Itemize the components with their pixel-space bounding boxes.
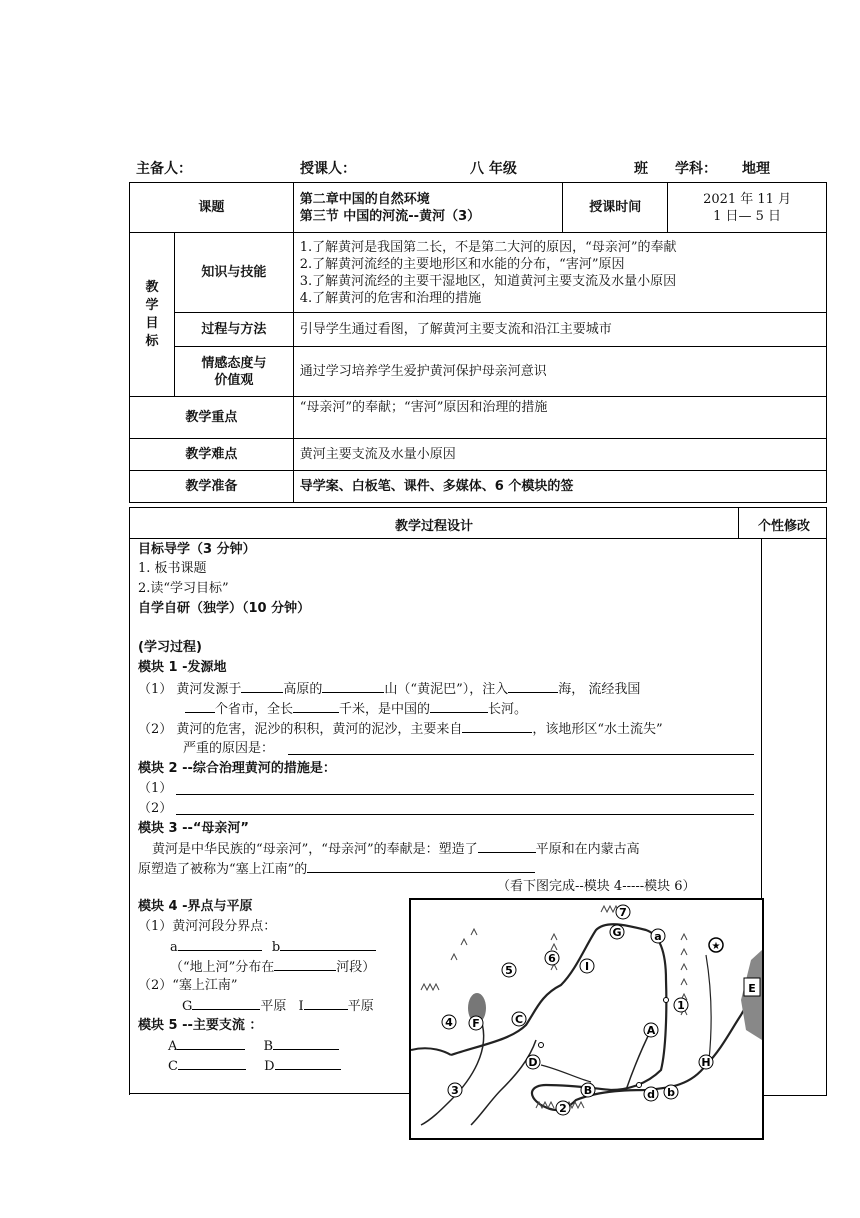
self-study: 自学自研（独学）（10 分钟） (138, 601, 311, 616)
module-4-q2: （2）“塞上江南” (138, 978, 238, 993)
blank[interactable] (273, 1037, 339, 1050)
blank[interactable] (430, 700, 488, 713)
module-4-river: （“地上河”分布在 河段） (170, 960, 376, 975)
blank[interactable] (322, 680, 384, 693)
emotion-cell: 通过学习培养学生爱护黄河保护母亲河意识 (293, 347, 826, 397)
process-cell: 引导学生通过看图，了解黄河主要支流和沿江主要城市 (293, 313, 826, 347)
goals-label: 教 学 目 标 (130, 233, 175, 397)
preparer-label: 主备人： (136, 161, 192, 177)
see-map-note: （看下图完成--模块 4-----模块 6） (497, 879, 696, 894)
answer-line[interactable] (288, 754, 754, 755)
map-svg (411, 900, 762, 1138)
module-2-item2: （2） (138, 801, 173, 816)
blank[interactable] (177, 1037, 245, 1050)
module-3-line1: 黄河是中华民族的“母亲河”，“母亲河”的奉献是：塑造了 平原和在内蒙古高 (152, 842, 640, 857)
label-3 (448, 1083, 462, 1097)
module-1-q2: （2） 黄河的危害，泥沙的积积，黄河的泥沙，主要来自 ，该地形区“水土流失” (138, 722, 663, 737)
module-4-plains: G 平原 I 平原 (182, 999, 374, 1014)
emotion-label: 情感态度与 价值观 (174, 347, 293, 397)
blank[interactable] (241, 680, 283, 693)
blank[interactable] (307, 860, 535, 873)
tributary (421, 1020, 484, 1125)
difficult-label: 教学难点 (130, 439, 294, 471)
tributary (411, 1048, 451, 1055)
blank[interactable] (478, 840, 536, 853)
label-b-upper (581, 1083, 595, 1097)
city-dots (539, 998, 669, 1088)
answer-line[interactable] (176, 814, 754, 815)
label-6 (545, 951, 559, 965)
label-5 (502, 963, 516, 977)
label-f (469, 1016, 483, 1030)
label-1 (674, 998, 688, 1012)
difficult-cell: 黄河主要支流及水量小原因 (293, 439, 826, 471)
learning-process: (学习过程) (138, 640, 202, 655)
blank[interactable] (274, 958, 336, 971)
label-7 (616, 905, 630, 919)
key-label: 教学重点 (130, 397, 294, 439)
label-g (610, 925, 624, 939)
module-1-title: 模块 1 -发源地 (138, 660, 227, 675)
tributary (541, 1065, 591, 1082)
module-4-ab: a b (170, 938, 376, 957)
svg-text:2: 2 (559, 1102, 567, 1115)
label-e (744, 978, 760, 996)
svg-text:1: 1 (677, 999, 685, 1012)
blank[interactable] (508, 680, 558, 693)
svg-text:a: a (654, 930, 662, 943)
goal-guide: 目标导学（3 分钟） (138, 542, 256, 557)
subject-label: 学科： (675, 161, 717, 177)
svg-text:F: F (472, 1017, 480, 1030)
svg-text:H: H (701, 1056, 711, 1069)
module-5-ab: A B (168, 1037, 339, 1056)
time-label: 授课时间 (563, 183, 668, 233)
knowledge-label: 知识与技能 (174, 233, 293, 313)
key-cell: “母亲河”的奉献；“害河”原因和治理的措施 (293, 397, 826, 439)
blank[interactable] (178, 938, 262, 951)
label-4 (442, 1015, 456, 1029)
subject-value: 地理 (742, 161, 770, 177)
blank[interactable] (178, 1057, 246, 1070)
module-1-q1: （1） 黄河发源于 高原的 山（“黄泥巴”），注入 海， 流经我国 (138, 682, 641, 697)
answer-line[interactable] (176, 794, 754, 795)
topic-label: 课题 (130, 183, 294, 233)
topic-cell (293, 183, 563, 233)
label-a (651, 929, 665, 943)
svg-text:3: 3 (451, 1084, 459, 1097)
module-1-q2-cont: 严重的原因是： (183, 741, 275, 756)
label-i (580, 959, 594, 973)
svg-text:G: G (612, 926, 622, 939)
svg-text:b: b (667, 1086, 675, 1099)
time-line2: 1 日— 5 日 (713, 208, 782, 224)
grade-label: 八 年级 (470, 161, 517, 177)
module-2-title: 模块 2 --综合治理黄河的措施是： (138, 761, 336, 776)
yellow-river-map (409, 898, 764, 1140)
label-c (512, 1012, 526, 1026)
step-1: 1. 板书课题 (138, 561, 207, 576)
step-2: 2.读“学习目标” (138, 581, 229, 596)
prep-cell: 导学案、白板笔、课件、多媒体、6 个模块的签 (293, 471, 826, 503)
svg-text:I: I (584, 960, 590, 973)
topic-line2: 第三节 中国的河流--黄河（3） (299, 208, 481, 224)
blank[interactable] (192, 997, 260, 1010)
topic-line1: 第二章中国的自然环境 (299, 191, 430, 207)
module-1-q1-cont: 个省市，全长 千米，是中国的 长河。 (185, 700, 527, 719)
teacher-label: 授课人： (300, 161, 356, 177)
mountains (421, 906, 687, 1108)
svg-text:d: d (647, 1088, 655, 1101)
label-2 (556, 1101, 570, 1115)
knowledge-cell: 1.了解黄河是我国第二长，不是第二大河的原因，“母亲河”的奉献 2.了解黄河流经的主要地形区和水能的分布，“害河”原因 3.了解黄河流经的主要干湿地区，知道黄河主要支流及水量小原因 4.了解黄河的危害和治理的措施 (293, 233, 826, 313)
module-5-cd: C D (168, 1057, 341, 1076)
blank[interactable] (304, 997, 348, 1010)
design-header (129, 507, 827, 538)
class-label: 班 (634, 161, 648, 177)
svg-text:D: D (528, 1056, 538, 1069)
svg-text:7: 7 (619, 906, 627, 919)
blank[interactable] (293, 700, 339, 713)
prep-label: 教学准备 (130, 471, 294, 503)
module-3-title: 模块 3 --“母亲河” (138, 821, 249, 836)
module-4-title: 模块 4 -界点与平原 (138, 899, 253, 914)
svg-text:E: E (748, 982, 756, 995)
label-d-upper (526, 1055, 540, 1069)
blank[interactable] (280, 938, 376, 951)
label-h (699, 1055, 713, 1069)
capital-star-icon: ★ (711, 941, 721, 952)
svg-text:A: A (646, 1024, 656, 1037)
label-a-upper (644, 1023, 658, 1037)
svg-text:B: B (583, 1084, 593, 1097)
lesson-info-table (129, 182, 827, 503)
module-3-line2: 原塑造了被称为“塞上江南”的 (138, 860, 535, 879)
label-d (644, 1087, 658, 1101)
time-cell (668, 183, 827, 233)
time-line1: 2021 年 11 月 (703, 191, 792, 207)
svg-text:6: 6 (548, 952, 556, 965)
blank[interactable] (185, 700, 215, 713)
module-5-title: 模块 5 --主要支流 ： (138, 1018, 263, 1033)
label-b (664, 1085, 678, 1099)
module-4-q1: （1）黄河河段分界点： (138, 919, 277, 934)
tributary (706, 955, 711, 1060)
blank[interactable] (462, 720, 532, 733)
process-label: 过程与方法 (174, 313, 293, 347)
blank[interactable] (275, 1057, 341, 1070)
svg-text:C: C (514, 1013, 524, 1026)
module-2-item1: （1） (138, 781, 173, 796)
design-title: 教学过程设计 (394, 519, 473, 534)
personal-title: 个性修改 (757, 519, 810, 534)
map-labels (442, 905, 760, 1115)
personal-column (761, 538, 827, 1096)
svg-text:4: 4 (445, 1016, 453, 1029)
svg-text:5: 5 (505, 964, 513, 977)
